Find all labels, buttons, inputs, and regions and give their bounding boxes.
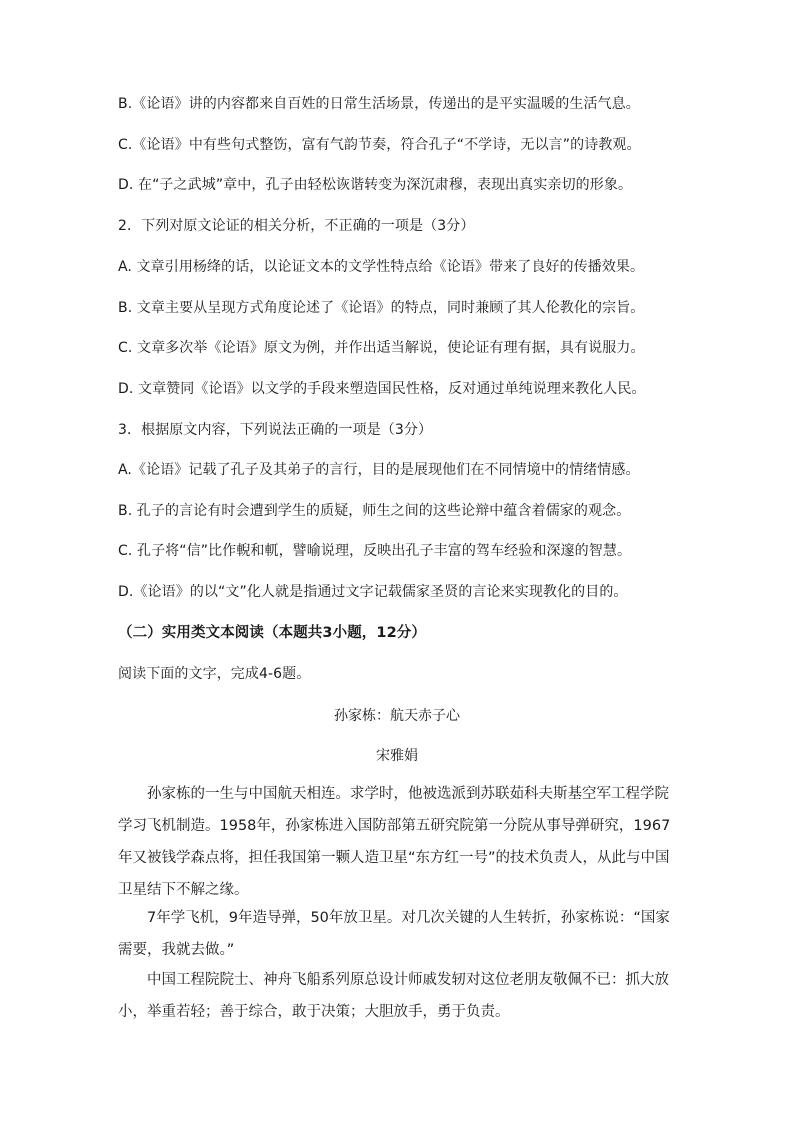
q1-option-c: C.《论语》中有些句式整饬，富有气韵节奏，符合孔子“不学诗，无以言”的诗教观。 [118,137,641,153]
q2-option-d: D. 文章赞同《论语》以文学的手段来塑造国民性格，反对通过单纯说理来教化人民。 [118,381,646,397]
q2-option-b: B. 文章主要从呈现方式角度论述了《论语》的特点，同时兼顾了其人伦教化的宗旨。 [118,300,645,316]
q3-option-d: D.《论语》的以“文”化人就是指通过文字记载儒家圣贤的言论来实现教化的目的。 [118,584,628,600]
article-paragraph: 中国工程院院士、神舟飞船系列原总设计师戚发轫对这位老朋友敬佩不已：抓大放小，举重若轻；善于综合，敢于决策；大胆放手，勇于负责。 [118,972,669,1020]
section2-instruction: 阅读下面的文字，完成4-6题。 [118,666,311,682]
q2-stem: 2．下列对原文论证的相关分析，不正确的一项是（3分） [118,218,475,234]
q2-option-a: A. 文章引用杨绛的话，以论证文本的文学性特点给《论语》带来了良好的传播效果。 [118,259,645,275]
article-paragraph: 7年学飞机，9年造导弹，50年放卫星。对几次关键的人生转折，孙家栋说：“国家需要，我就去做。” [118,910,670,958]
q3-option-c: C. 孔子将“信”比作輗和軏，譬喻说理，反映出孔子丰富的驾车经验和深邃的智慧。 [118,543,632,559]
q1-option-b: B.《论语》讲的内容都来自百姓的日常生活场景，传递出的是平实温暖的生活气息。 [118,96,640,112]
q3-option-b: B. 孔子的言论有时会遭到学生的质疑，师生之间的这些论辩中蕴含着儒家的观念。 [118,503,631,519]
q2-option-c: C. 文章多次举《论语》原文为例，并作出适当解说，使论证有理有据，具有说服力。 [118,340,645,356]
q1-option-d: D. 在“子之武城”章中，孔子由轻松诙谐转变为深沉肃穆，表现出真实亲切的形象。 [118,177,633,193]
article-paragraph: 孙家栋的一生与中国航天相连。求学时，他被选派到苏联茹科夫斯基空军工程学院学习飞机制造。1958年，孙家栋进入国防部第五研究院第一分院从事导弹研究，1967年又被钱学森点将，担任我国第一颗人造卫星“东方红一号”的技术负责人，从此与中国卫星结下不解之缘。 [118,786,671,898]
q3-stem: 3．根据原文内容，下列说法正确的一项是（3分） [118,422,433,438]
q3-option-a: A.《论语》记载了孔子及其弟子的言行，目的是展现他们在不同情境中的情绪情感。 [118,462,640,478]
section2-heading: （二）实用类文本阅读（本题共3小题，12分） [118,625,426,641]
article-author: 宋雅娟 [376,748,418,764]
article-title: 孙家栋：航天赤子心 [334,708,460,724]
